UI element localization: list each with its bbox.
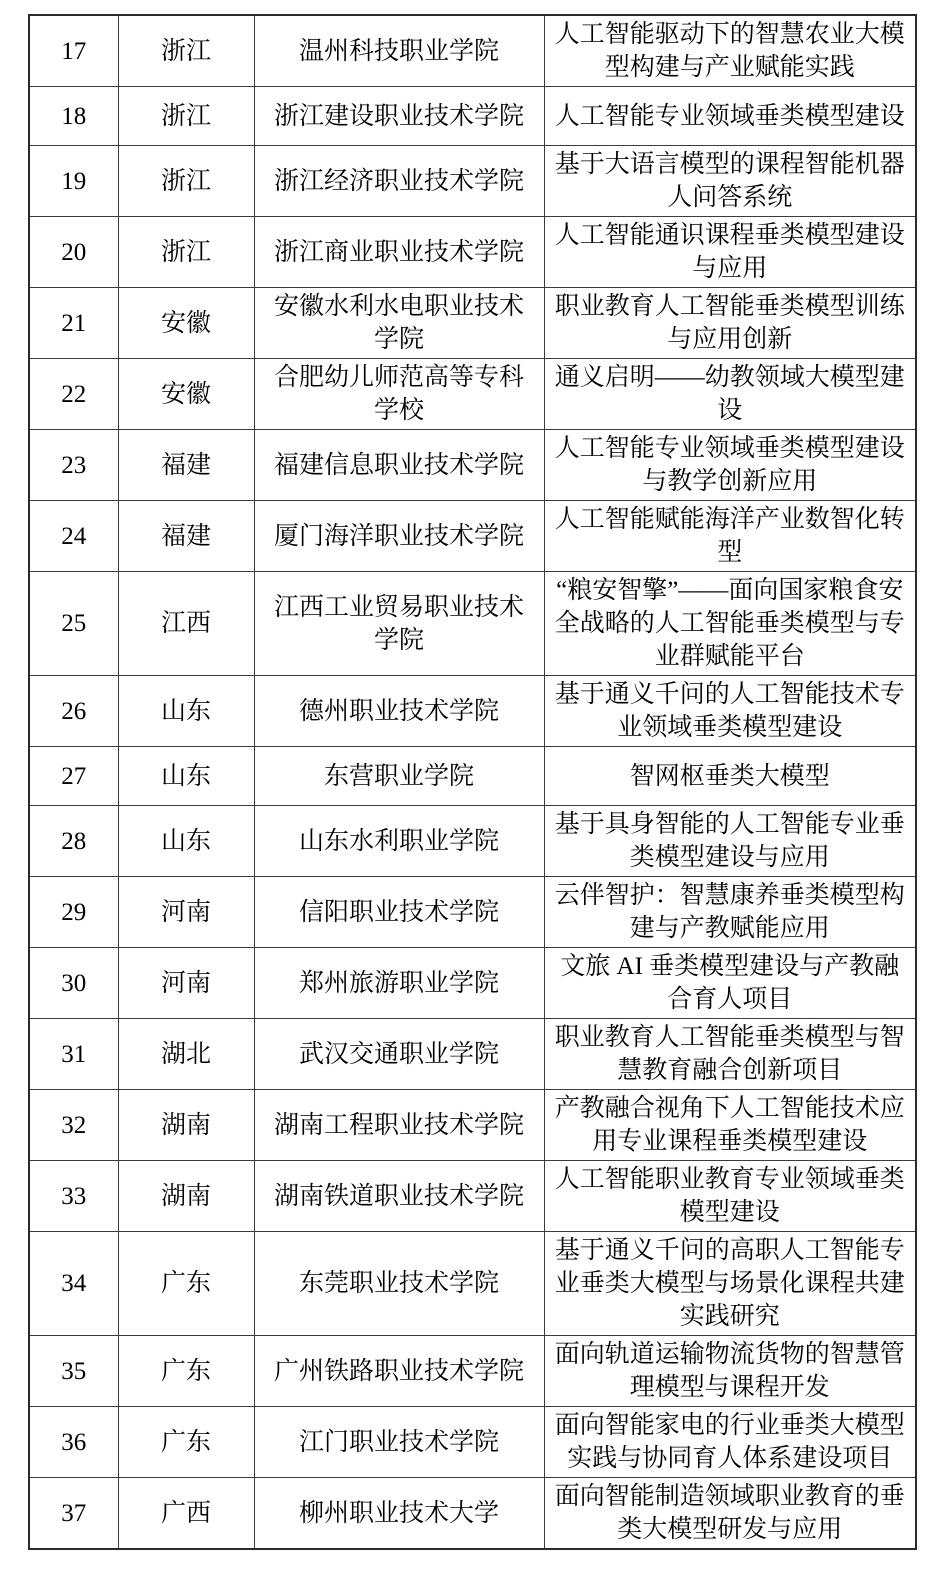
cell-project-title: 基于通义千问的人工智能技术专业领域垂类模型建设	[544, 676, 916, 747]
cell-project-title: 人工智能驱动下的智慧农业大模型构建与产业赋能实践	[544, 15, 916, 87]
cell-province: 湖南	[118, 1090, 254, 1161]
cell-province: 河南	[118, 948, 254, 1019]
cell-row-number: 28	[29, 806, 118, 877]
table-row	[29, 217, 916, 288]
table-row	[29, 572, 916, 676]
cell-school: 合肥幼儿师范高等专科学校	[254, 359, 544, 430]
table-row	[29, 806, 916, 877]
cell-school: 广州铁路职业技术学院	[254, 1336, 544, 1407]
cell-province: 河南	[118, 877, 254, 948]
cell-project-title: 职业教育人工智能垂类模型训练与应用创新	[544, 288, 916, 359]
table-row	[29, 1090, 916, 1161]
cell-province: 山东	[118, 747, 254, 806]
cell-project-title: 云伴智护：智慧康养垂类模型构建与产教赋能应用	[544, 877, 916, 948]
cell-row-number: 21	[29, 288, 118, 359]
cell-project-title: 智网枢垂类大模型	[544, 747, 916, 806]
cell-row-number: 22	[29, 359, 118, 430]
cell-school: 信阳职业技术学院	[254, 877, 544, 948]
cell-school: 厦门海洋职业技术学院	[254, 501, 544, 572]
cell-row-number: 17	[29, 15, 118, 87]
cell-province: 浙江	[118, 87, 254, 146]
table-row	[29, 1336, 916, 1407]
cell-row-number: 18	[29, 87, 118, 146]
table-row	[29, 948, 916, 1019]
table-row	[29, 146, 916, 217]
table-row	[29, 1232, 916, 1336]
cell-school: 江西工业贸易职业技术学院	[254, 572, 544, 676]
table-row	[29, 1478, 916, 1550]
cell-project-title: 面向轨道运输物流货物的智慧管理模型与课程开发	[544, 1336, 916, 1407]
cell-row-number: 31	[29, 1019, 118, 1090]
cell-school: 湖南工程职业技术学院	[254, 1090, 544, 1161]
cell-school: 浙江建设职业技术学院	[254, 87, 544, 146]
cell-province: 浙江	[118, 15, 254, 87]
cell-project-title: 产教融合视角下人工智能技术应用专业课程垂类模型建设	[544, 1090, 916, 1161]
cell-school: 山东水利职业学院	[254, 806, 544, 877]
cell-project-title: 文旅 AI 垂类模型建设与产教融合育人项目	[544, 948, 916, 1019]
projects-table-body	[29, 15, 916, 1549]
table-row	[29, 747, 916, 806]
cell-project-title: “粮安智擎”——面向国家粮食安全战略的人工智能垂类模型与专业群赋能平台	[544, 572, 916, 676]
cell-row-number: 32	[29, 1090, 118, 1161]
table-row	[29, 1161, 916, 1232]
projects-table	[28, 14, 917, 1550]
cell-province: 江西	[118, 572, 254, 676]
table-row	[29, 15, 916, 87]
table-row	[29, 430, 916, 501]
cell-project-title: 人工智能通识课程垂类模型建设与应用	[544, 217, 916, 288]
cell-row-number: 29	[29, 877, 118, 948]
cell-row-number: 35	[29, 1336, 118, 1407]
cell-province: 广东	[118, 1232, 254, 1336]
cell-project-title: 人工智能赋能海洋产业数智化转型	[544, 501, 916, 572]
cell-row-number: 33	[29, 1161, 118, 1232]
cell-school: 温州科技职业学院	[254, 15, 544, 87]
cell-project-title: 基于大语言模型的课程智能机器人问答系统	[544, 146, 916, 217]
cell-province: 广东	[118, 1407, 254, 1478]
cell-row-number: 20	[29, 217, 118, 288]
cell-province: 福建	[118, 501, 254, 572]
cell-province: 浙江	[118, 146, 254, 217]
cell-row-number: 25	[29, 572, 118, 676]
cell-school: 东莞职业技术学院	[254, 1232, 544, 1336]
cell-school: 德州职业技术学院	[254, 676, 544, 747]
cell-project-title: 基于通义千问的高职人工智能专业垂类大模型与场景化课程共建实践研究	[544, 1232, 916, 1336]
cell-project-title: 基于具身智能的人工智能专业垂类模型建设与应用	[544, 806, 916, 877]
cell-school: 福建信息职业技术学院	[254, 430, 544, 501]
cell-project-title: 通义启明——幼教领域大模型建设	[544, 359, 916, 430]
cell-project-title: 人工智能专业领域垂类模型建设	[544, 87, 916, 146]
cell-school: 郑州旅游职业学院	[254, 948, 544, 1019]
table-row	[29, 676, 916, 747]
cell-school: 安徽水利水电职业技术学院	[254, 288, 544, 359]
cell-province: 湖南	[118, 1161, 254, 1232]
table-row	[29, 501, 916, 572]
cell-province: 广东	[118, 1336, 254, 1407]
table-row	[29, 1407, 916, 1478]
cell-province: 福建	[118, 430, 254, 501]
cell-school: 柳州职业技术大学	[254, 1478, 544, 1550]
table-row	[29, 877, 916, 948]
cell-row-number: 34	[29, 1232, 118, 1336]
cell-province: 浙江	[118, 217, 254, 288]
cell-row-number: 23	[29, 430, 118, 501]
cell-province: 湖北	[118, 1019, 254, 1090]
cell-school: 浙江经济职业技术学院	[254, 146, 544, 217]
cell-school: 东营职业学院	[254, 747, 544, 806]
table-row	[29, 359, 916, 430]
cell-row-number: 37	[29, 1478, 118, 1550]
cell-province: 安徽	[118, 359, 254, 430]
table-row	[29, 288, 916, 359]
cell-row-number: 24	[29, 501, 118, 572]
cell-row-number: 30	[29, 948, 118, 1019]
cell-school: 浙江商业职业技术学院	[254, 217, 544, 288]
cell-project-title: 面向智能家电的行业垂类大模型实践与协同育人体系建设项目	[544, 1407, 916, 1478]
cell-province: 安徽	[118, 288, 254, 359]
table-row	[29, 87, 916, 146]
cell-province: 山东	[118, 806, 254, 877]
cell-project-title: 人工智能专业领域垂类模型建设与教学创新应用	[544, 430, 916, 501]
cell-row-number: 19	[29, 146, 118, 217]
cell-row-number: 26	[29, 676, 118, 747]
cell-project-title: 人工智能职业教育专业领域垂类模型建设	[544, 1161, 916, 1232]
table-row	[29, 1019, 916, 1090]
cell-school: 江门职业技术学院	[254, 1407, 544, 1478]
cell-province: 广西	[118, 1478, 254, 1550]
cell-project-title: 职业教育人工智能垂类模型与智慧教育融合创新项目	[544, 1019, 916, 1090]
cell-project-title: 面向智能制造领域职业教育的垂类大模型研发与应用	[544, 1478, 916, 1550]
cell-school: 武汉交通职业学院	[254, 1019, 544, 1090]
cell-row-number: 36	[29, 1407, 118, 1478]
cell-row-number: 27	[29, 747, 118, 806]
cell-province: 山东	[118, 676, 254, 747]
cell-school: 湖南铁道职业技术学院	[254, 1161, 544, 1232]
